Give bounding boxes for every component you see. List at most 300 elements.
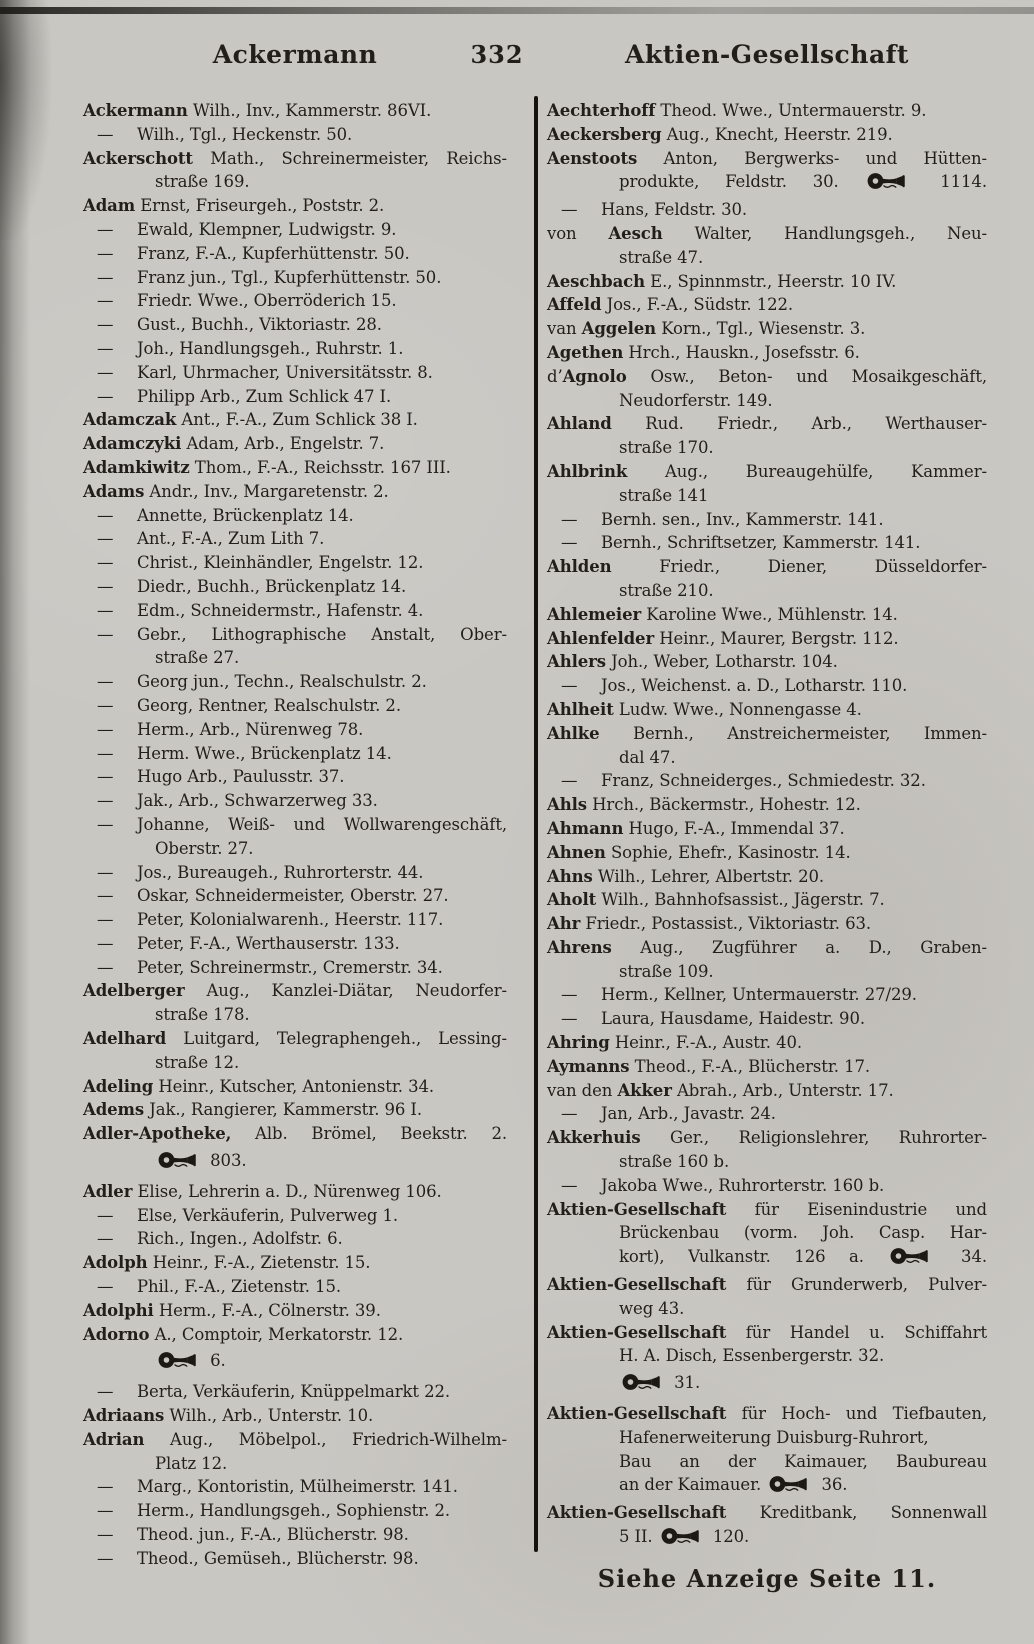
entry-text: Alb. Brömel, Beekstr. 2. [231, 1124, 507, 1144]
directory-entry-line [83, 694, 507, 718]
entry-text: für Hoch- und Tiefbauten, [726, 1404, 987, 1424]
surname-bold: Agethen [547, 342, 624, 362]
surname-bold: Aktien-Gesellschaft [547, 1275, 727, 1295]
repeat-surname-dash: — [97, 933, 114, 953]
directory-entry-line [83, 456, 507, 480]
entry-text: Georg, Rentner, Realschulstr. 2. [137, 695, 401, 715]
scan-edge-corner [0, 0, 70, 240]
directory-entry-line [83, 861, 507, 885]
entry-text: Aug., Möbelpol., Friedrich-Wilhelm- [144, 1429, 507, 1449]
directory-entry-line [547, 1273, 987, 1297]
entry-text: Heinr., Maurer, Bergstr. 112. [654, 628, 899, 648]
directory-entry-line [83, 1475, 507, 1499]
repeat-surname-dash: — [561, 1009, 578, 1029]
entry-text: Abrah., Arb., Unterstr. 17. [671, 1080, 894, 1100]
surname-bold: Adolph [83, 1253, 148, 1273]
entry-text: Math., Schreinermeister, Reichs- [192, 148, 507, 168]
entry-text: Aug., Kanzlei-Diätar, Neudorfer- [184, 981, 507, 1001]
repeat-surname-dash: — [97, 386, 114, 406]
surname-bold: Adler-Apotheke, [83, 1124, 232, 1144]
telephone-receiver-icon [769, 1474, 813, 1501]
entry-text: Berta, Verkäuferin, Knüppelmarkt 22. [137, 1382, 451, 1402]
surname-bold: Ahlke [547, 723, 600, 743]
repeat-surname-dash: — [561, 1104, 578, 1124]
entry-text: für Handel u. Schiffahrt [726, 1322, 987, 1342]
entry-text: Theod. Wwe., Untermauerstr. 9. [655, 101, 927, 120]
directory-entry-line [547, 1321, 987, 1345]
column-rule [534, 96, 538, 1552]
surname-bold: Adam [83, 196, 136, 216]
repeat-surname-dash: — [97, 672, 114, 692]
directory-entry-line [83, 147, 507, 171]
directory-entry-line [83, 408, 507, 432]
entry-text: straße 27. [155, 648, 240, 668]
directory-entry-line [83, 670, 507, 694]
directory-entry-line [83, 1452, 507, 1476]
telephone-receiver-icon [867, 171, 911, 198]
directory-entry-line [547, 1174, 987, 1198]
entry-text: Theod. jun., F.-A., Blücherstr. 98. [137, 1525, 409, 1545]
entry-text: Philipp Arb., Zum Schlick 47 I. [137, 386, 392, 406]
running-head-right: Aktien-Gesellschaft [625, 40, 909, 69]
directory-entry-line [83, 551, 507, 575]
directory-entry-line [83, 99, 507, 123]
entry-text: Andr., Inv., Margaretenstr. 2. [144, 481, 389, 501]
entry-text: Sophie, Ehefr., Kasinostr. 14. [605, 842, 851, 862]
telephone-receiver-icon [622, 1372, 666, 1399]
directory-entry-line [547, 674, 987, 698]
directory-entry-line [547, 1221, 987, 1245]
entry-text: Peter, Kolonialwarenh., Heerstr. 117. [137, 910, 444, 930]
entry-text: Rud. Friedr., Arb., Werthauser- [611, 414, 987, 434]
telephone-receiver-icon [890, 1246, 934, 1273]
entry-text: Peter, F.-A., Werthauserstr. 133. [137, 933, 400, 953]
entry-text: Herm., Kellner, Untermauerstr. 27/29. [601, 985, 917, 1005]
entry-text: Wilh., Tgl., Heckenstr. 50. [137, 124, 353, 144]
entry-text: Rich., Ingen., Adolfstr. 6. [137, 1229, 343, 1249]
directory-column-right [547, 99, 987, 1591]
directory-entry-line [83, 1122, 507, 1146]
directory-entry-line [547, 1473, 987, 1501]
surname-bold: Ahnen [547, 842, 606, 862]
entry-text: Ludw. Wwe., Nonnengasse 4. [613, 699, 862, 719]
directory-entry-line [547, 123, 987, 147]
entry-text: Herm., F.-A., Cölnerstr. 39. [153, 1300, 381, 1320]
entry-text: Hugo, F.-A., Immendal 37. [623, 818, 845, 838]
directory-entry-line [83, 1075, 507, 1099]
entry-text: Karl, Uhrmacher, Universitätsstr. 8. [137, 362, 433, 382]
directory-entry-line [83, 1204, 507, 1228]
entry-text: Anton, Bergwerks- und Hütten- [637, 148, 987, 168]
directory-entry-line [547, 603, 987, 627]
directory-entry-line [547, 1525, 987, 1553]
surname-bold: Aktien-Gesellschaft [547, 1322, 727, 1342]
directory-entry-line [547, 960, 987, 984]
entry-text: dal 47. [619, 747, 676, 767]
directory-entry-line [83, 837, 507, 861]
directory-entry-line [83, 432, 507, 456]
directory-entry-line [83, 1428, 507, 1452]
surname-bold: Ackerschott [83, 148, 193, 168]
entry-text: Brückenbau (vorm. Joh. Casp. Har- [619, 1223, 987, 1243]
repeat-surname-dash: — [561, 200, 578, 220]
entry-text: Johanne, Weiß- und Wollwarengeschäft, [137, 814, 507, 834]
repeat-surname-dash: — [97, 886, 114, 906]
surname-bold: Aeschbach [547, 271, 646, 291]
surname-bold: Aktien-Gesellschaft [547, 1199, 727, 1219]
entry-text: Hrch., Hauskn., Josefsstr. 6. [623, 342, 860, 362]
directory-entry-line [547, 1426, 987, 1450]
directory-entry-line [547, 1450, 987, 1474]
surname-bold: Agnolo [562, 366, 627, 386]
entry-text: straße 47. [619, 247, 704, 267]
directory-entry-line [83, 1227, 507, 1251]
repeat-surname-dash: — [97, 124, 114, 144]
entry-text: Ernst, Friseurgeh., Poststr. 2. [135, 196, 385, 216]
entry-text: Gust., Buchh., Viktoriastr. 28. [137, 315, 382, 335]
surname-bold: Adolphi [83, 1300, 154, 1320]
directory-entry-line [547, 460, 987, 484]
entry-text: Jakoba Wwe., Ruhrorterstr. 160 b. [601, 1175, 885, 1195]
entry-text: Marg., Kontoristin, Mülheimerstr. 141. [137, 1477, 458, 1497]
directory-entry-line [83, 1523, 507, 1547]
directory-entry-line [547, 270, 987, 294]
surname-bold: Adams [83, 481, 145, 501]
surname-bold: Aeckersberg [547, 124, 662, 144]
entry-text: Ant., F.-A., Zum Schlick 38 I. [176, 410, 418, 430]
directory-entry-line [547, 222, 987, 246]
surname-bold: Ahmann [547, 818, 624, 838]
entry-text: Franz jun., Tgl., Kupferhüttenstr. 50. [137, 267, 442, 287]
repeat-surname-dash: — [97, 505, 114, 525]
directory-entry-line [83, 623, 507, 647]
entry-text: H. A. Disch, Essenbergerstr. 32. [619, 1346, 885, 1366]
entry-text: Ewald, Klempner, Ludwigstr. 9. [137, 219, 397, 239]
surname-bold: Aholt [547, 890, 597, 910]
surname-bold: Ahring [547, 1033, 610, 1053]
see-advert-note: Siehe Anzeige Seite 11. [597, 1563, 937, 1593]
repeat-surname-dash: — [561, 771, 578, 791]
directory-entry-line [547, 793, 987, 817]
directory-entry-line [83, 218, 507, 242]
directory-entry-line [547, 389, 987, 413]
directory-entry-line [83, 480, 507, 504]
entry-text: weg 43. [619, 1298, 685, 1318]
entry-text: Joh., Weber, Lotharstr. 104. [605, 652, 838, 672]
surname-bold: Aesch [608, 223, 663, 243]
directory-entry-line [83, 170, 507, 194]
directory-entry-line [83, 1275, 507, 1299]
directory-entry-line [83, 266, 507, 290]
directory-entry-line [83, 1404, 507, 1428]
directory-entry-line [547, 1102, 987, 1126]
entry-text: Theod., F.-A., Blücherstr. 17. [629, 1056, 871, 1076]
surname-bold: Ahlden [547, 557, 612, 577]
surname-bold: Akker [617, 1080, 672, 1100]
directory-entry-line [83, 1349, 507, 1377]
repeat-surname-dash: — [97, 553, 114, 573]
repeat-surname-dash: — [97, 362, 114, 382]
entry-text: Wilh., Arb., Unterstr. 10. [164, 1406, 374, 1426]
surname-bold: Affeld [547, 295, 602, 315]
directory-entry-line [547, 769, 987, 793]
entry-text: straße 141 [619, 485, 709, 505]
entry-text: Korn., Tgl., Wiesenstr. 3. [656, 319, 866, 339]
directory-entry-line [83, 1323, 507, 1347]
repeat-surname-dash: — [97, 1525, 114, 1545]
repeat-surname-dash: — [97, 243, 114, 263]
entry-text: Aug., Zugführer a. D., Graben- [611, 937, 987, 957]
entry-text: produkte, Feldstr. 30. [619, 172, 865, 192]
directory-entry-line [83, 908, 507, 932]
entry-text: straße 12. [155, 1052, 240, 1072]
directory-entry-line [83, 337, 507, 361]
directory-entry-line [547, 1126, 987, 1150]
directory-entry-line [547, 341, 987, 365]
directory-entry-line [83, 1499, 507, 1523]
directory-entry-line [547, 508, 987, 532]
entry-text: Elise, Lehrerin a. D., Nürenweg 106. [132, 1181, 442, 1201]
directory-entry-line [83, 1149, 507, 1177]
repeat-surname-dash: — [97, 1205, 114, 1225]
repeat-surname-dash: — [97, 910, 114, 930]
repeat-surname-dash: — [97, 1277, 114, 1297]
entry-text: Kreditbank, Sonnenwall [726, 1503, 987, 1523]
entry-text: 5 II. [619, 1527, 658, 1547]
surname-bold: Adrian [83, 1429, 145, 1449]
directory-entry-line [547, 1245, 987, 1273]
entry-text: Laura, Hausdame, Haidestr. 90. [601, 1009, 865, 1029]
directory-entry-line [547, 293, 987, 317]
entry-text: Jak., Rangierer, Kammerstr. 96 I. [144, 1100, 422, 1120]
entry-text: Hans, Feldstr. 30. [601, 200, 748, 220]
telephone-receiver-icon [158, 1350, 202, 1377]
directory-entry-line [547, 317, 987, 341]
directory-entry-line [83, 504, 507, 528]
directory-entry-line [547, 1297, 987, 1321]
surname-bold: Adelberger [83, 981, 185, 1001]
surname-bold: Adelhard [83, 1029, 167, 1049]
entry-text: Georg jun., Techn., Realschulstr. 2. [137, 672, 427, 692]
entry-text: Gebr., Lithographische Anstalt, Ober- [137, 624, 507, 644]
entry-text: Hrch., Bäckermstr., Hohestr. 12. [586, 795, 861, 815]
repeat-surname-dash: — [97, 719, 114, 739]
directory-entry-line [83, 932, 507, 956]
entry-text: von [547, 223, 609, 243]
entry-text: straße 178. [155, 1005, 250, 1025]
entry-text: Jos., Bureaugeh., Ruhrorterstr. 44. [137, 862, 424, 882]
entry-text: Karoline Wwe., Mühlenstr. 14. [641, 604, 898, 624]
surname-bold: Adamczak [83, 410, 177, 430]
entry-text: Ger., Religionslehrer, Ruhrorter- [640, 1128, 987, 1148]
directory-entry-line [547, 531, 987, 555]
entry-text: Bau an der Kaimauer, Baubureau [619, 1451, 987, 1471]
surname-bold: Adriaans [83, 1406, 165, 1426]
entry-text: Phil., F.-A., Zietenstr. 15. [137, 1277, 341, 1297]
directory-entry-line [547, 746, 987, 770]
entry-text: van den [547, 1080, 618, 1100]
surname-bold: Ahr [547, 914, 581, 934]
directory-entry-line [547, 365, 987, 389]
entry-text: Franz, F.-A., Kupferhüttenstr. 50. [137, 243, 410, 263]
directory-entry-line [83, 1547, 507, 1571]
entry-text: Oskar, Schneidermeister, Oberstr. 27. [137, 886, 449, 906]
directory-entry-line [83, 527, 507, 551]
directory-entry-line [83, 385, 507, 409]
directory-entry-line [83, 361, 507, 385]
surname-bold: Adeling [83, 1076, 154, 1096]
repeat-surname-dash: — [561, 676, 578, 696]
entry-text: Thom., F.-A., Reichsstr. 167 III. [189, 457, 451, 477]
directory-entry-line [547, 1150, 987, 1174]
entry-text: Aug., Knecht, Heerstr. 219. [661, 124, 893, 144]
entry-text: Neudorferstr. 149. [619, 390, 773, 410]
repeat-surname-dash: — [97, 1548, 114, 1568]
entry-text: straße 210. [619, 580, 714, 600]
surname-bold: Ahns [547, 866, 593, 886]
surname-bold: Adler [83, 1181, 133, 1201]
repeat-surname-dash: — [97, 1229, 114, 1249]
entry-text: Theod., Gemüseh., Blücherstr. 98. [137, 1548, 419, 1568]
entry-text: Bernh. sen., Inv., Kammerstr. 141. [601, 509, 884, 529]
repeat-surname-dash: — [97, 743, 114, 763]
directory-column-left [83, 99, 507, 1571]
directory-entry-line [547, 246, 987, 270]
page-number: 332 [470, 40, 524, 69]
repeat-surname-dash: — [97, 267, 114, 287]
directory-entry-line [83, 575, 507, 599]
directory-entry-line [83, 242, 507, 266]
entry-text: 6. [205, 1351, 226, 1371]
surname-bold: Ahlbrink [547, 461, 628, 481]
entry-text: Franz, Schneiderges., Schmiedestr. 32. [601, 771, 926, 791]
repeat-surname-dash: — [97, 219, 114, 239]
repeat-surname-dash: — [97, 315, 114, 335]
surname-bold: Ackermann [83, 101, 188, 120]
entry-text: Platz 12. [155, 1453, 228, 1473]
entry-text: kort), Vulkanstr. 126 a. [619, 1247, 888, 1267]
directory-entry-line [83, 765, 507, 789]
directory-entry-line [547, 555, 987, 579]
directory-entry-line [547, 722, 987, 746]
repeat-surname-dash: — [97, 338, 114, 358]
entry-text: Herm., Handlungsgeh., Sophienstr. 2. [137, 1501, 450, 1521]
directory-entry-line [83, 1380, 507, 1404]
directory-entry-line [83, 1299, 507, 1323]
directory-entry-line [83, 194, 507, 218]
surname-bold: Adamkiwitz [83, 457, 190, 477]
directory-entry-line [547, 983, 987, 1007]
directory-entry-line [547, 1402, 987, 1426]
entry-text: Jan, Arb., Javastr. 24. [601, 1104, 776, 1124]
entry-text: Friedr. Wwe., Oberröderich 15. [137, 291, 397, 311]
entry-text: Heinr., Kutscher, Antonienstr. 34. [153, 1076, 435, 1096]
directory-entry-line [547, 650, 987, 674]
entry-text: an der Kaimauer. [619, 1475, 767, 1495]
directory-entry-line [83, 313, 507, 337]
surname-bold: Ahlers [547, 652, 606, 672]
surname-bold: Aggelen [581, 319, 657, 339]
entry-text: E., Spinnmstr., Heerstr. 10 IV. [645, 271, 897, 291]
repeat-surname-dash: — [97, 1382, 114, 1402]
entry-text: Oberstr. 27. [155, 838, 254, 858]
entry-text: Annette, Brückenplatz 14. [137, 505, 354, 525]
directory-entry-line [83, 1098, 507, 1122]
directory-entry-line [83, 884, 507, 908]
surname-bold: Adems [83, 1100, 145, 1120]
entry-text: 34. [937, 1247, 987, 1267]
repeat-surname-dash: — [561, 533, 578, 553]
directory-entry-line [83, 1027, 507, 1051]
entry-text: Herm. Wwe., Brückenplatz 14. [137, 743, 392, 763]
entry-text: Jos., Weichenst. a. D., Lotharstr. 110. [601, 676, 908, 696]
directory-entry-line [547, 1501, 987, 1525]
surname-bold: Aktien-Gesellschaft [547, 1503, 727, 1523]
directory-entry-line [547, 147, 987, 171]
entry-text: Heinr., F.-A., Austr. 40. [609, 1033, 803, 1053]
directory-entry-line [547, 436, 987, 460]
directory-entry-line [547, 1344, 987, 1368]
directory-entry-line [547, 936, 987, 960]
repeat-surname-dash: — [97, 600, 114, 620]
directory-entry-line [83, 956, 507, 980]
entry-text: Peter, Schreinermstr., Cremerstr. 34. [137, 957, 443, 977]
directory-entry-line [547, 170, 987, 198]
directory-entry-line [547, 1031, 987, 1055]
repeat-surname-dash: — [561, 985, 578, 1005]
running-head-left: Ackermann [212, 40, 378, 69]
directory-entry-line [83, 718, 507, 742]
entry-text: Ant., F.-A., Zum Lith 7. [137, 529, 325, 549]
repeat-surname-dash: — [97, 767, 114, 787]
entry-text: Diedr., Buchh., Brückenplatz 14. [137, 576, 407, 596]
entry-text: straße 109. [619, 961, 714, 981]
directory-entry-line [83, 646, 507, 670]
entry-text: 36. [816, 1475, 848, 1495]
directory-entry-line [83, 1003, 507, 1027]
surname-bold: Aktien-Gesellschaft [547, 1404, 727, 1424]
entry-text: A., Comptoir, Merkatorstr. 12. [149, 1324, 404, 1344]
surname-bold: Adamczyki [83, 434, 182, 454]
directory-entry-line [547, 1055, 987, 1079]
entry-text: Osw., Beton- und Mosaikgeschäft, [626, 366, 987, 386]
entry-text: Friedr., Diener, Düsseldorfer- [611, 557, 987, 577]
entry-text: Else, Verkäuferin, Pulverweg 1. [137, 1205, 399, 1225]
entry-text: für Eisenindustrie und [726, 1199, 987, 1219]
entry-text: 803. [205, 1151, 247, 1171]
entry-text: 31. [669, 1373, 701, 1393]
directory-entry-line [547, 865, 987, 889]
entry-text: 1114. [914, 172, 987, 192]
directory-entry-line [83, 813, 507, 837]
surname-bold: Ahlheit [547, 699, 614, 719]
repeat-surname-dash: — [97, 862, 114, 882]
surname-bold: Adorno [83, 1324, 150, 1344]
repeat-surname-dash: — [97, 814, 114, 834]
directory-entry-line [547, 484, 987, 508]
surname-bold: Aechterhoff [547, 101, 656, 120]
entry-text: Hugo Arb., Paulusstr. 37. [137, 767, 345, 787]
entry-text: Joh., Handlungsgeh., Ruhrstr. 1. [137, 338, 404, 358]
entry-text: van [547, 319, 582, 339]
surname-bold: Ahrens [547, 937, 612, 957]
repeat-surname-dash: — [97, 695, 114, 715]
surname-bold: Aymanns [547, 1056, 630, 1076]
directory-entry-line [547, 1007, 987, 1031]
entry-text: Edm., Schneidermstr., Hafenstr. 4. [137, 600, 424, 620]
entry-text: Jos., F.-A., Südstr. 122. [601, 295, 794, 315]
directory-entry-line [83, 123, 507, 147]
